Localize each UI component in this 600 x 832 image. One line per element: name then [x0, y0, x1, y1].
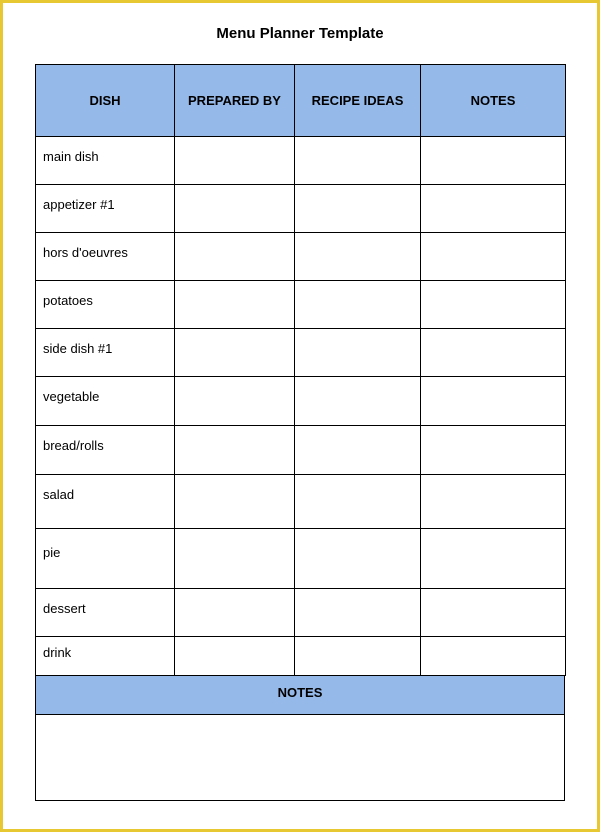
table-row: [36, 589, 566, 637]
table-row: [36, 233, 566, 281]
column-header-dish: DISH: [36, 65, 175, 137]
table-row: [36, 329, 566, 377]
dish-cell: main dish: [36, 137, 175, 185]
dish-cell: salad: [36, 475, 175, 529]
notes-section: [35, 675, 565, 801]
notes-cell[interactable]: [421, 233, 566, 281]
notes-cell[interactable]: [421, 475, 566, 529]
dish-cell: vegetable: [36, 377, 175, 426]
notes-cell[interactable]: [421, 137, 566, 185]
notes-cell[interactable]: [421, 377, 566, 426]
recipe-ideas-cell[interactable]: [295, 137, 421, 185]
prepared-by-cell[interactable]: [175, 377, 295, 426]
notes-cell[interactable]: [421, 426, 566, 475]
table-row: [36, 475, 566, 529]
notes-section-header: NOTES: [36, 676, 565, 715]
dish-cell: hors d'oeuvres: [36, 233, 175, 281]
prepared-by-cell[interactable]: [175, 589, 295, 637]
prepared-by-cell[interactable]: [175, 426, 295, 475]
dish-cell: dessert: [36, 589, 175, 637]
recipe-ideas-cell[interactable]: [295, 426, 421, 475]
dish-cell: side dish #1: [36, 329, 175, 377]
prepared-by-cell[interactable]: [175, 637, 295, 676]
prepared-by-cell[interactable]: [175, 185, 295, 233]
prepared-by-cell[interactable]: [175, 281, 295, 329]
table-row: [36, 529, 566, 589]
dish-cell: appetizer #1: [36, 185, 175, 233]
table-row: [36, 137, 566, 185]
recipe-ideas-cell[interactable]: [295, 637, 421, 676]
prepared-by-cell[interactable]: [175, 329, 295, 377]
prepared-by-cell[interactable]: [175, 529, 295, 589]
recipe-ideas-cell[interactable]: [295, 377, 421, 426]
column-header-prepared-by: PREPARED BY: [175, 65, 295, 137]
recipe-ideas-cell[interactable]: [295, 529, 421, 589]
dish-cell: potatoes: [36, 281, 175, 329]
notes-cell[interactable]: [421, 281, 566, 329]
notes-cell[interactable]: [421, 185, 566, 233]
recipe-ideas-cell[interactable]: [295, 329, 421, 377]
prepared-by-cell[interactable]: [175, 137, 295, 185]
prepared-by-cell[interactable]: [175, 233, 295, 281]
table-row: [36, 426, 566, 475]
recipe-ideas-cell[interactable]: [295, 589, 421, 637]
notes-cell[interactable]: [421, 329, 566, 377]
page-title: Menu Planner Template: [216, 25, 384, 42]
prepared-by-cell[interactable]: [175, 475, 295, 529]
notes-cell[interactable]: [421, 529, 566, 589]
notes-cell[interactable]: [421, 589, 566, 637]
dish-cell: drink: [36, 637, 175, 676]
column-header-recipe-ideas: RECIPE IDEAS: [295, 65, 421, 137]
dish-cell: bread/rolls: [36, 426, 175, 475]
menu-planner-table: [35, 64, 566, 676]
dish-cell: pie: [36, 529, 175, 589]
recipe-ideas-cell[interactable]: [295, 233, 421, 281]
recipe-ideas-cell[interactable]: [295, 475, 421, 529]
table-row: [36, 637, 566, 676]
table-row: [36, 377, 566, 426]
recipe-ideas-cell[interactable]: [295, 281, 421, 329]
table-row: [36, 185, 566, 233]
notes-cell[interactable]: [421, 637, 566, 676]
table-row: [36, 281, 566, 329]
notes-area[interactable]: [36, 715, 565, 801]
table-header-row: [36, 65, 566, 137]
recipe-ideas-cell[interactable]: [295, 185, 421, 233]
column-header-notes: NOTES: [421, 65, 566, 137]
